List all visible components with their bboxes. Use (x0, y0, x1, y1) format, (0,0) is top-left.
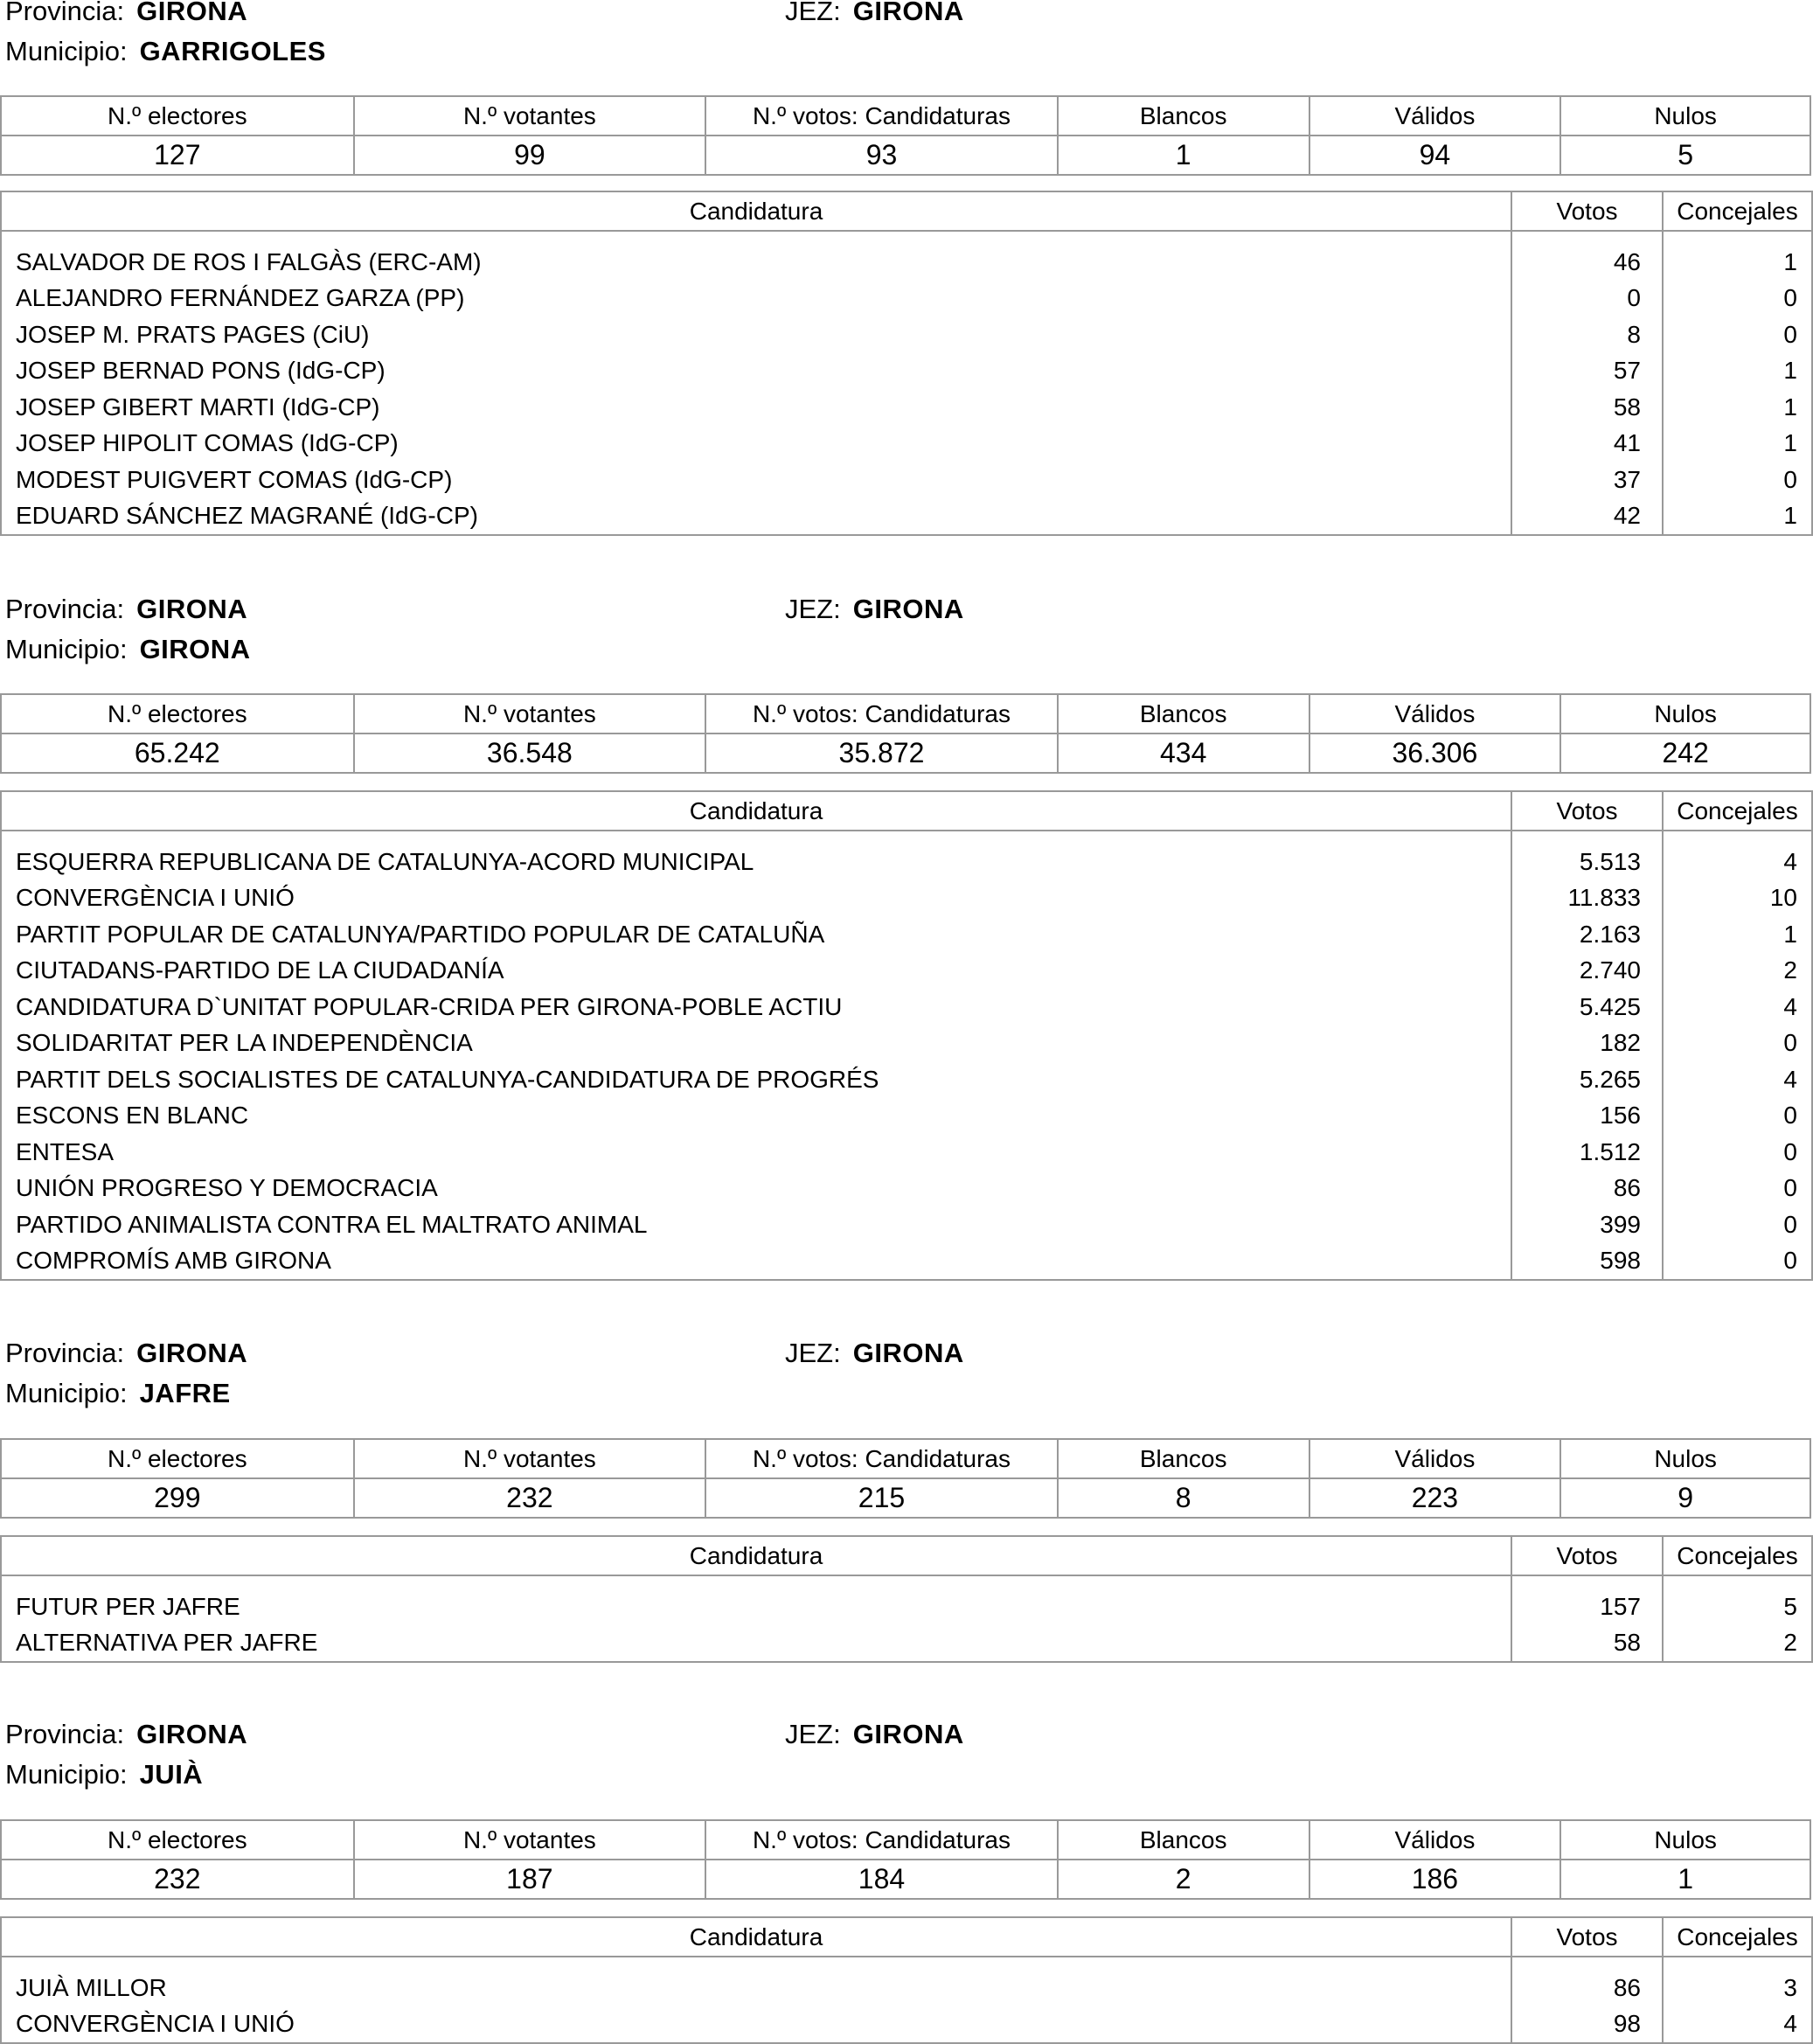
header-blancos: Blancos (1058, 1439, 1309, 1478)
concejales-value: 0 (1663, 1025, 1812, 1062)
candidaturas-header-row (1, 1917, 1812, 1957)
table-row (1, 2006, 1812, 2044)
table-row (1, 316, 1812, 353)
value-nulos: 5 (1560, 136, 1810, 175)
value-votos-candidaturas: 93 (705, 136, 1058, 175)
table-row (1, 1025, 1812, 1062)
header-candidatura: Candidatura (1, 191, 1511, 231)
table-row (1, 953, 1812, 990)
stats-header-row (1, 694, 1810, 733)
jez-label: JEZ: (785, 1338, 841, 1368)
value-blancos: 8 (1058, 1478, 1309, 1518)
value-nulos: 1 (1560, 1860, 1810, 1899)
value-electores: 127 (1, 136, 354, 175)
votos-value: 58 (1511, 389, 1663, 426)
header-nulos: Nulos (1560, 1820, 1810, 1860)
concejales-value: 0 (1663, 1098, 1812, 1135)
table-row (1, 880, 1812, 917)
candidatura-name: JOSEP HIPOLIT COMAS (IdG-CP) (1, 426, 1511, 462)
value-validos: 186 (1309, 1860, 1561, 1899)
candidatura-name: MODEST PUIGVERT COMAS (IdG-CP) (1, 462, 1511, 498)
votos-value: 86 (1511, 1171, 1663, 1207)
header-votos: Votos (1511, 1536, 1663, 1575)
table-row (1, 1171, 1812, 1207)
stats-table (0, 95, 1811, 176)
concejales-value: 0 (1663, 281, 1812, 317)
header-blancos: Blancos (1058, 694, 1309, 733)
jez-line (785, 589, 964, 629)
votos-value: 0 (1511, 281, 1663, 317)
header-electores: N.º electores (1, 1820, 354, 1860)
header-blancos: Blancos (1058, 96, 1309, 136)
table-row (1, 498, 1812, 536)
municipio-label: Municipio: (5, 1759, 128, 1790)
value-votantes: 36.548 (354, 733, 706, 773)
votos-value: 5.513 (1511, 831, 1663, 880)
header-votos-candidaturas: N.º votos: Candidaturas (705, 1820, 1058, 1860)
table-row (1, 831, 1812, 880)
votos-value: 5.265 (1511, 1061, 1663, 1098)
value-electores: 299 (1, 1478, 354, 1518)
table-row (1, 1061, 1812, 1098)
stats-header-row (1, 1439, 1810, 1478)
candidatura-name: PARTIDO ANIMALISTA CONTRA EL MALTRATO ANIMAL (1, 1206, 1511, 1243)
concejales-value: 1 (1663, 389, 1812, 426)
concejales-value: 0 (1663, 462, 1812, 498)
value-blancos: 1 (1058, 136, 1309, 175)
table-row (1, 1206, 1812, 1243)
candidatura-name: JUIÀ MILLOR (1, 1957, 1511, 2006)
concejales-value: 1 (1663, 498, 1812, 536)
header-votos-candidaturas: N.º votos: Candidaturas (705, 96, 1058, 136)
municipio-value: GARRIGOLES (139, 36, 326, 66)
value-validos: 223 (1309, 1478, 1561, 1518)
value-validos: 36.306 (1309, 733, 1561, 773)
candidaturas-table (0, 191, 1813, 536)
candidatura-name: JOSEP GIBERT MARTI (IdG-CP) (1, 389, 1511, 426)
provincia-line (5, 1333, 247, 1373)
header-nulos: Nulos (1560, 96, 1810, 136)
concejales-value: 10 (1663, 880, 1812, 917)
municipio-line (5, 1755, 203, 1795)
concejales-value: 2 (1663, 1625, 1812, 1663)
value-votantes: 232 (354, 1478, 706, 1518)
jez-label: JEZ: (785, 0, 841, 26)
value-votantes: 187 (354, 1860, 706, 1899)
votos-value: 58 (1511, 1625, 1663, 1663)
concejales-value: 0 (1663, 1171, 1812, 1207)
table-row (1, 389, 1812, 426)
stats-table (0, 693, 1811, 774)
municipio-label: Municipio: (5, 1378, 128, 1408)
concejales-value: 0 (1663, 1134, 1812, 1171)
stats-value-row (1, 1860, 1810, 1899)
votos-value: 41 (1511, 426, 1663, 462)
table-row (1, 1098, 1812, 1135)
municipio-value: JUIÀ (139, 1759, 204, 1790)
candidatura-name: FUTUR PER JAFRE (1, 1575, 1511, 1625)
table-row (1, 353, 1812, 390)
votos-value: 157 (1511, 1575, 1663, 1625)
candidatura-name: CANDIDATURA D`UNITAT POPULAR-CRIDA PER GIRONA-POBLE ACTIU (1, 989, 1511, 1025)
candidatura-name: ESQUERRA REPUBLICANA DE CATALUNYA-ACORD MUNICIPAL (1, 831, 1511, 880)
table-row (1, 1575, 1812, 1625)
concejales-value: 4 (1663, 989, 1812, 1025)
candidaturas-table (0, 1535, 1813, 1663)
concejales-value: 0 (1663, 1243, 1812, 1281)
stats-table (0, 1819, 1811, 1900)
concejales-value: 1 (1663, 231, 1812, 281)
municipio-line (5, 1373, 231, 1414)
candidatura-name: ESCONS EN BLANC (1, 1098, 1511, 1135)
candidatura-name: SOLIDARITAT PER LA INDEPENDÈNCIA (1, 1025, 1511, 1062)
header-votantes: N.º votantes (354, 1439, 706, 1478)
votos-value: 5.425 (1511, 989, 1663, 1025)
header-validos: Válidos (1309, 694, 1561, 733)
municipio-line (5, 31, 326, 72)
header-candidatura: Candidatura (1, 1536, 1511, 1575)
jez-line (785, 1333, 964, 1373)
concejales-value: 2 (1663, 953, 1812, 990)
stats-value-row (1, 1478, 1810, 1518)
header-candidatura: Candidatura (1, 1917, 1511, 1957)
votos-value: 1.512 (1511, 1134, 1663, 1171)
header-concejales: Concejales (1663, 1536, 1812, 1575)
provincia-value: GIRONA (136, 594, 248, 624)
header-candidatura: Candidatura (1, 791, 1511, 831)
votos-value: 57 (1511, 353, 1663, 390)
candidaturas-table (0, 1916, 1813, 2044)
jez-line (785, 1714, 964, 1755)
concejales-value: 4 (1663, 1061, 1812, 1098)
table-row (1, 1243, 1812, 1281)
header-blancos: Blancos (1058, 1820, 1309, 1860)
votos-value: 598 (1511, 1243, 1663, 1281)
candidatura-name: JOSEP M. PRATS PAGES (CiU) (1, 316, 1511, 353)
votos-value: 86 (1511, 1957, 1663, 2006)
header-votos-candidaturas: N.º votos: Candidaturas (705, 694, 1058, 733)
jez-value: GIRONA (852, 0, 964, 26)
jez-value: GIRONA (852, 1338, 964, 1368)
candidatura-name: CIUTADANS-PARTIDO DE LA CIUDADANÍA (1, 953, 1511, 990)
header-electores: N.º electores (1, 694, 354, 733)
header-validos: Válidos (1309, 1820, 1561, 1860)
candidatura-name: CONVERGÈNCIA I UNIÓ (1, 880, 1511, 917)
provincia-value: GIRONA (136, 1338, 248, 1368)
value-nulos: 9 (1560, 1478, 1810, 1518)
value-votos-candidaturas: 35.872 (705, 733, 1058, 773)
concejales-value: 4 (1663, 2006, 1812, 2044)
provincia-label: Provincia: (5, 1719, 125, 1749)
concejales-value: 5 (1663, 1575, 1812, 1625)
candidaturas-header-row (1, 191, 1812, 231)
candidatura-name: ENTESA (1, 1134, 1511, 1171)
stats-header-row (1, 1820, 1810, 1860)
candidatura-name: PARTIT POPULAR DE CATALUNYA/PARTIDO POPULAR DE CATALUÑA (1, 916, 1511, 953)
provincia-line (5, 0, 247, 31)
table-row (1, 1625, 1812, 1663)
municipio-label: Municipio: (5, 634, 128, 664)
header-votos: Votos (1511, 791, 1663, 831)
table-row (1, 1134, 1812, 1171)
header-nulos: Nulos (1560, 694, 1810, 733)
value-votos-candidaturas: 184 (705, 1860, 1058, 1899)
value-nulos: 242 (1560, 733, 1810, 773)
concejales-value: 1 (1663, 426, 1812, 462)
stats-header-row (1, 96, 1810, 136)
header-nulos: Nulos (1560, 1439, 1810, 1478)
municipio-label: Municipio: (5, 36, 128, 66)
municipio-value: GIRONA (139, 634, 251, 664)
municipio-value: JAFRE (139, 1378, 231, 1408)
provincia-value: GIRONA (136, 1719, 248, 1749)
header-votantes: N.º votantes (354, 694, 706, 733)
stats-value-row (1, 733, 1810, 773)
table-row (1, 462, 1812, 498)
votos-value: 2.740 (1511, 953, 1663, 990)
header-votos: Votos (1511, 191, 1663, 231)
candidatura-name: ALTERNATIVA PER JAFRE (1, 1625, 1511, 1663)
jez-line (785, 0, 964, 31)
jez-value: GIRONA (852, 594, 964, 624)
votos-value: 37 (1511, 462, 1663, 498)
candidatura-name: COMPROMÍS AMB GIRONA (1, 1243, 1511, 1281)
provincia-line (5, 1714, 247, 1755)
provincia-label: Provincia: (5, 0, 125, 26)
votos-value: 11.833 (1511, 880, 1663, 917)
votos-value: 8 (1511, 316, 1663, 353)
votos-value: 182 (1511, 1025, 1663, 1062)
candidaturas-header-row (1, 1536, 1812, 1575)
votos-value: 98 (1511, 2006, 1663, 2044)
header-electores: N.º electores (1, 1439, 354, 1478)
votos-value: 2.163 (1511, 916, 1663, 953)
header-votantes: N.º votantes (354, 1820, 706, 1860)
header-electores: N.º electores (1, 96, 354, 136)
candidatura-name: PARTIT DELS SOCIALISTES DE CATALUNYA-CANDIDATURA DE PROGRÉS (1, 1061, 1511, 1098)
provincia-line (5, 589, 247, 629)
value-electores: 232 (1, 1860, 354, 1899)
candidatura-name: CONVERGÈNCIA I UNIÓ (1, 2006, 1511, 2044)
concejales-value: 1 (1663, 916, 1812, 953)
value-blancos: 2 (1058, 1860, 1309, 1899)
header-votantes: N.º votantes (354, 96, 706, 136)
table-row (1, 1957, 1812, 2006)
concejales-value: 0 (1663, 316, 1812, 353)
provincia-value: GIRONA (136, 0, 248, 26)
concejales-value: 4 (1663, 831, 1812, 880)
candidaturas-header-row (1, 791, 1812, 831)
header-votos-candidaturas: N.º votos: Candidaturas (705, 1439, 1058, 1478)
concejales-value: 0 (1663, 1206, 1812, 1243)
votos-value: 46 (1511, 231, 1663, 281)
jez-label: JEZ: (785, 1719, 841, 1749)
candidatura-name: EDUARD SÁNCHEZ MAGRANÉ (IdG-CP) (1, 498, 1511, 536)
votos-value: 399 (1511, 1206, 1663, 1243)
table-row (1, 426, 1812, 462)
candidatura-name: ALEJANDRO FERNÁNDEZ GARZA (PP) (1, 281, 1511, 317)
votos-value: 42 (1511, 498, 1663, 536)
stats-value-row (1, 136, 1810, 175)
stats-table (0, 1438, 1811, 1519)
votos-value: 156 (1511, 1098, 1663, 1135)
table-row (1, 281, 1812, 317)
value-votos-candidaturas: 215 (705, 1478, 1058, 1518)
concejales-value: 1 (1663, 353, 1812, 390)
header-concejales: Concejales (1663, 191, 1812, 231)
header-votos: Votos (1511, 1917, 1663, 1957)
candidatura-name: UNIÓN PROGRESO Y DEMOCRACIA (1, 1171, 1511, 1207)
jez-value: GIRONA (852, 1719, 964, 1749)
table-row (1, 989, 1812, 1025)
table-row (1, 916, 1812, 953)
value-blancos: 434 (1058, 733, 1309, 773)
header-validos: Válidos (1309, 1439, 1561, 1478)
value-validos: 94 (1309, 136, 1561, 175)
header-validos: Válidos (1309, 96, 1561, 136)
concejales-value: 3 (1663, 1957, 1812, 2006)
value-electores: 65.242 (1, 733, 354, 773)
header-concejales: Concejales (1663, 1917, 1812, 1957)
jez-label: JEZ: (785, 594, 841, 624)
provincia-label: Provincia: (5, 1338, 125, 1368)
candidatura-name: JOSEP BERNAD PONS (IdG-CP) (1, 353, 1511, 390)
provincia-label: Provincia: (5, 594, 125, 624)
value-votantes: 99 (354, 136, 706, 175)
header-concejales: Concejales (1663, 791, 1812, 831)
candidatura-name: SALVADOR DE ROS I FALGÀS (ERC-AM) (1, 231, 1511, 281)
municipio-line (5, 629, 251, 670)
candidaturas-table (0, 790, 1813, 1281)
table-row (1, 231, 1812, 281)
